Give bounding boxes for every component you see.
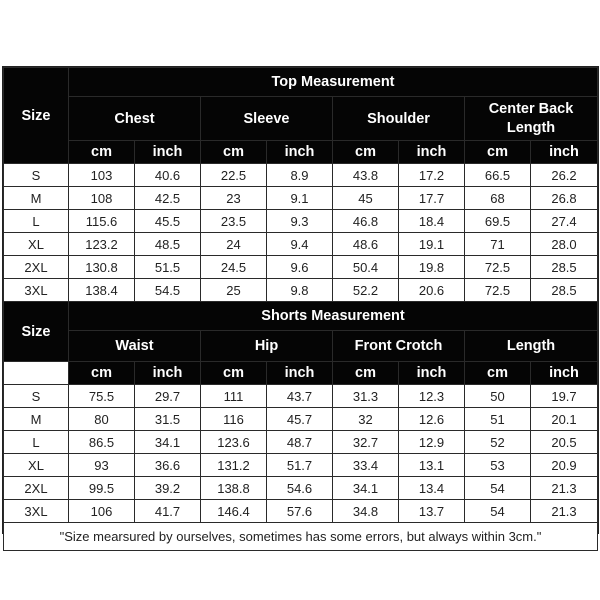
value-cell: 45 — [333, 187, 399, 210]
top-row-S — [4, 164, 598, 187]
value-cell: 51 — [465, 408, 531, 431]
unit-label: cm — [465, 141, 531, 164]
shorts-row-2XL — [4, 477, 598, 500]
value-cell: 43.7 — [267, 385, 333, 408]
value-cell: 71 — [465, 233, 531, 256]
top-row-L — [4, 210, 598, 233]
value-cell: 27.4 — [531, 210, 598, 233]
value-cell: 80 — [69, 408, 135, 431]
shorts-column-header-row — [4, 331, 598, 362]
value-cell: 9.3 — [267, 210, 333, 233]
value-cell: 48.5 — [135, 233, 201, 256]
size-table — [3, 67, 598, 551]
unit-label: inch — [399, 362, 465, 385]
top-column-header-row — [4, 97, 598, 141]
value-cell: 54.5 — [135, 279, 201, 302]
value-cell: 13.7 — [399, 500, 465, 523]
value-cell: 72.5 — [465, 279, 531, 302]
value-cell: 54.6 — [267, 477, 333, 500]
value-cell: 103 — [69, 164, 135, 187]
value-cell: 34.8 — [333, 500, 399, 523]
size-cell: 3XL — [4, 279, 69, 302]
value-cell: 86.5 — [69, 431, 135, 454]
shorts-column-header: Front Crotch — [333, 331, 465, 362]
value-cell: 13.4 — [399, 477, 465, 500]
value-cell: 31.5 — [135, 408, 201, 431]
value-cell: 68 — [465, 187, 531, 210]
value-cell: 17.2 — [399, 164, 465, 187]
value-cell: 28.5 — [531, 256, 598, 279]
value-cell: 111 — [201, 385, 267, 408]
unit-label: cm — [201, 141, 267, 164]
value-cell: 9.1 — [267, 187, 333, 210]
value-cell: 115.6 — [69, 210, 135, 233]
top-size-header: Size — [4, 68, 69, 164]
top-row-XL — [4, 233, 598, 256]
value-cell: 123.6 — [201, 431, 267, 454]
value-cell: 41.7 — [135, 500, 201, 523]
value-cell: 28.0 — [531, 233, 598, 256]
value-cell: 20.6 — [399, 279, 465, 302]
value-cell: 19.7 — [531, 385, 598, 408]
value-cell: 9.6 — [267, 256, 333, 279]
value-cell: 43.8 — [333, 164, 399, 187]
size-cell: L — [4, 431, 69, 454]
value-cell: 24.5 — [201, 256, 267, 279]
size-cell: M — [4, 408, 69, 431]
top-column-header: Center Back Length — [465, 97, 598, 141]
unit-label: cm — [69, 141, 135, 164]
shorts-title-row — [4, 302, 598, 331]
value-cell: 54 — [465, 477, 531, 500]
unit-label: inch — [399, 141, 465, 164]
size-cell: 2XL — [4, 256, 69, 279]
size-cell: 2XL — [4, 477, 69, 500]
value-cell: 13.1 — [399, 454, 465, 477]
value-cell: 23.5 — [201, 210, 267, 233]
value-cell: 93 — [69, 454, 135, 477]
value-cell: 46.8 — [333, 210, 399, 233]
value-cell: 52.2 — [333, 279, 399, 302]
note-row — [4, 523, 598, 551]
value-cell: 32 — [333, 408, 399, 431]
value-cell: 25 — [201, 279, 267, 302]
size-cell: 3XL — [4, 500, 69, 523]
unit-label: cm — [201, 362, 267, 385]
shorts-row-S — [4, 385, 598, 408]
value-cell: 66.5 — [465, 164, 531, 187]
top-column-header: Sleeve — [201, 97, 333, 141]
value-cell: 17.7 — [399, 187, 465, 210]
value-cell: 22.5 — [201, 164, 267, 187]
top-title-row — [4, 68, 598, 97]
value-cell: 23 — [201, 187, 267, 210]
size-cell: XL — [4, 454, 69, 477]
value-cell: 54 — [465, 500, 531, 523]
value-cell: 69.5 — [465, 210, 531, 233]
shorts-section-title: Shorts Measurement — [69, 302, 598, 331]
unit-label: inch — [531, 141, 598, 164]
value-cell: 48.7 — [267, 431, 333, 454]
value-cell: 138.8 — [201, 477, 267, 500]
unit-blank — [4, 362, 69, 385]
value-cell: 50.4 — [333, 256, 399, 279]
top-column-header: Chest — [69, 97, 201, 141]
top-column-header: Shoulder — [333, 97, 465, 141]
value-cell: 123.2 — [69, 233, 135, 256]
value-cell: 146.4 — [201, 500, 267, 523]
unit-label: inch — [135, 141, 201, 164]
value-cell: 34.1 — [333, 477, 399, 500]
unit-label: inch — [267, 362, 333, 385]
unit-label: inch — [267, 141, 333, 164]
value-cell: 51.7 — [267, 454, 333, 477]
value-cell: 45.5 — [135, 210, 201, 233]
top-row-2XL — [4, 256, 598, 279]
value-cell: 106 — [69, 500, 135, 523]
value-cell: 9.4 — [267, 233, 333, 256]
value-cell: 138.4 — [69, 279, 135, 302]
value-cell: 32.7 — [333, 431, 399, 454]
shorts-row-L — [4, 431, 598, 454]
value-cell: 52 — [465, 431, 531, 454]
value-cell: 20.9 — [531, 454, 598, 477]
value-cell: 20.5 — [531, 431, 598, 454]
value-cell: 28.5 — [531, 279, 598, 302]
shorts-column-header: Waist — [69, 331, 201, 362]
value-cell: 45.7 — [267, 408, 333, 431]
value-cell: 26.8 — [531, 187, 598, 210]
value-cell: 12.9 — [399, 431, 465, 454]
size-cell: S — [4, 385, 69, 408]
value-cell: 40.6 — [135, 164, 201, 187]
value-cell: 75.5 — [69, 385, 135, 408]
shorts-unit-row — [4, 362, 598, 385]
value-cell: 8.9 — [267, 164, 333, 187]
size-table-body — [4, 68, 598, 551]
value-cell: 19.8 — [399, 256, 465, 279]
value-cell: 9.8 — [267, 279, 333, 302]
value-cell: 12.6 — [399, 408, 465, 431]
value-cell: 34.1 — [135, 431, 201, 454]
unit-label: cm — [69, 362, 135, 385]
value-cell: 131.2 — [201, 454, 267, 477]
value-cell: 24 — [201, 233, 267, 256]
unit-label: inch — [531, 362, 598, 385]
size-chart — [2, 66, 599, 544]
value-cell: 72.5 — [465, 256, 531, 279]
top-unit-row — [4, 141, 598, 164]
shorts-row-M — [4, 408, 598, 431]
value-cell: 20.1 — [531, 408, 598, 431]
top-row-3XL — [4, 279, 598, 302]
value-cell: 39.2 — [135, 477, 201, 500]
value-cell: 130.8 — [69, 256, 135, 279]
value-cell: 21.3 — [531, 500, 598, 523]
value-cell: 31.3 — [333, 385, 399, 408]
value-cell: 108 — [69, 187, 135, 210]
value-cell: 33.4 — [333, 454, 399, 477]
unit-label: inch — [135, 362, 201, 385]
value-cell: 42.5 — [135, 187, 201, 210]
value-cell: 99.5 — [69, 477, 135, 500]
size-cell: XL — [4, 233, 69, 256]
unit-label: cm — [333, 141, 399, 164]
unit-label: cm — [465, 362, 531, 385]
value-cell: 48.6 — [333, 233, 399, 256]
shorts-row-XL — [4, 454, 598, 477]
value-cell: 18.4 — [399, 210, 465, 233]
size-cell: M — [4, 187, 69, 210]
value-cell: 26.2 — [531, 164, 598, 187]
shorts-row-3XL — [4, 500, 598, 523]
value-cell: 36.6 — [135, 454, 201, 477]
value-cell: 50 — [465, 385, 531, 408]
value-cell: 116 — [201, 408, 267, 431]
shorts-size-header: Size — [4, 302, 69, 362]
value-cell: 12.3 — [399, 385, 465, 408]
value-cell: 19.1 — [399, 233, 465, 256]
size-cell: L — [4, 210, 69, 233]
value-cell: 57.6 — [267, 500, 333, 523]
shorts-column-header: Length — [465, 331, 598, 362]
value-cell: 51.5 — [135, 256, 201, 279]
value-cell: 21.3 — [531, 477, 598, 500]
value-cell: 29.7 — [135, 385, 201, 408]
top-section-title: Top Measurement — [69, 68, 598, 97]
value-cell: 53 — [465, 454, 531, 477]
measurement-note: "Size mearsured by ourselves, sometimes has some errors, but always within 3cm." — [4, 523, 598, 551]
top-row-M — [4, 187, 598, 210]
shorts-column-header: Hip — [201, 331, 333, 362]
unit-label: cm — [333, 362, 399, 385]
size-cell: S — [4, 164, 69, 187]
